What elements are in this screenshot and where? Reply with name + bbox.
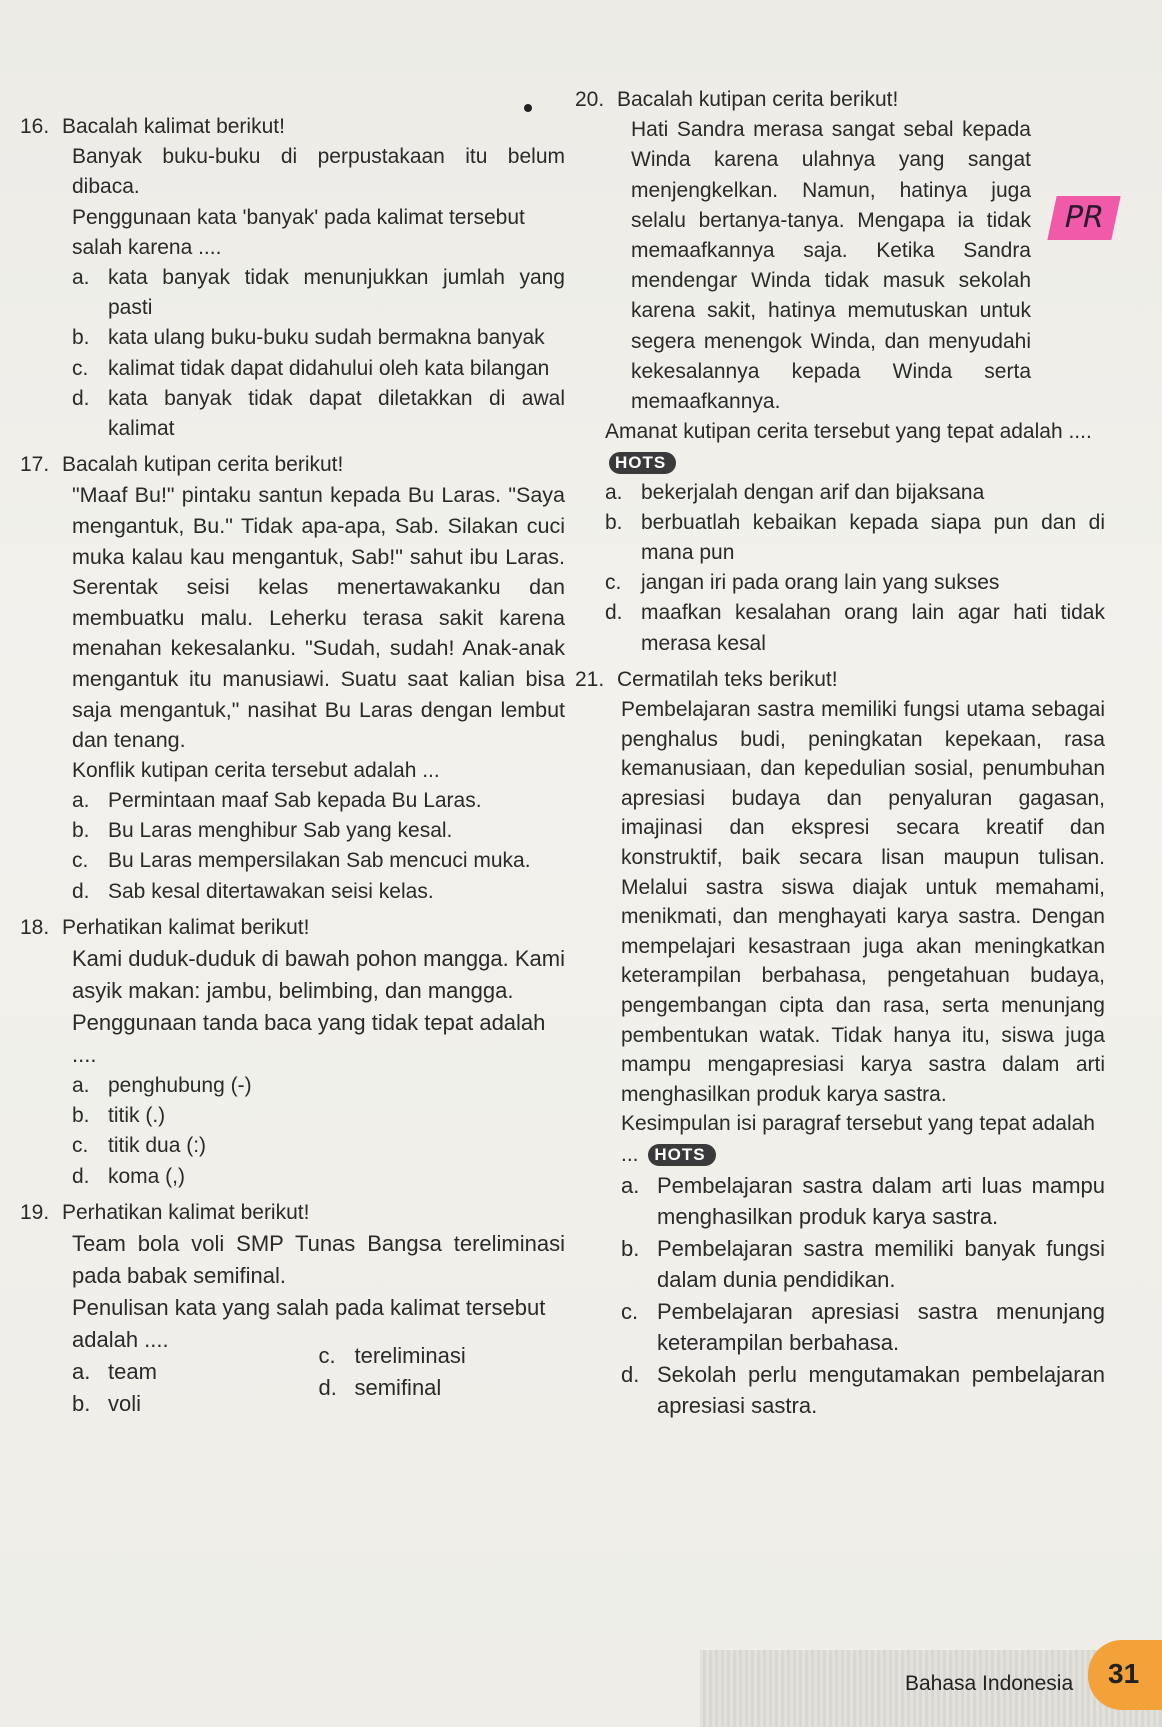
option-c[interactable]: c. kalimat tidak dapat didahului oleh kata bilangan (72, 356, 550, 380)
question-prompt: Bacalah kutipan cerita berikut! (62, 453, 344, 477)
option-a[interactable]: a. kata banyak tidak menunjukkan jumlah yang pasti (72, 266, 565, 320)
question-number: 16. (20, 115, 50, 138)
question-number: 19. (20, 1200, 50, 1224)
option-c[interactable]: c. jangan iri pada orang lain yang sukses (605, 571, 1000, 595)
option-a[interactable]: a. bekerjalah dengan arif dan bijaksana (605, 480, 985, 504)
question-quote: Kami duduk-duduk di bawah pohon mangga. Kami asyik makan: jambu, belimbing, dan mangga. (72, 946, 565, 1003)
question-21 (575, 665, 1105, 1422)
option-d[interactable]: d. Sekolah perlu mengutamakan pembelajaran apresiasi sastra. (621, 1361, 1105, 1419)
page-number: 31 (1108, 1658, 1140, 1689)
bullet-marker (524, 104, 532, 112)
question-number: 18. (20, 915, 50, 939)
option-c[interactable]: c. Pembelajaran apresiasi sastra menunjang keterampilan berbahasa. (621, 1298, 1105, 1356)
question-prompt: Bacalah kalimat berikut! (62, 115, 285, 138)
hots-badge: HOTS (648, 1144, 715, 1166)
question-19 (20, 1198, 565, 1420)
option-c[interactable]: c. Bu Laras mempersilakan Sab mencuci muka. (72, 849, 531, 873)
question-quote: Hati Sandra merasa sangat sebal kepada Winda karena ulahnya yang sangat menjengkelkan. Namun, hatinya juga selalu bertanya-tanya. Mengapa ia tidak memaafkannya saja. Ketika Sandra mendengar Winda tidak masuk sekolah karena sakit, hatinya memutuskan untuk segera menengok Winda, dan menyudahi kekesalannya kepada Winda serta memaafkannya. (631, 118, 1031, 414)
question-number: 17. (20, 453, 50, 477)
option-a[interactable]: a. penghubung (-) (72, 1074, 252, 1097)
option-d[interactable]: d. kata banyak tidak dapat diletakkan di awal kalimat (72, 386, 565, 441)
option-d[interactable]: d. koma (,) (72, 1164, 186, 1188)
question-text: Amanat kutipan cerita tersebut yang tepat adalah .... HOTS (605, 420, 1092, 472)
option-a[interactable]: a. Pembelajaran sastra dalam arti luas mampu menghasilkan produk karya sastra. (621, 1172, 1105, 1230)
option-d[interactable]: d. Sab kesal ditertawakan seisi kelas. (72, 879, 434, 903)
option-a[interactable]: a. Permintaan maaf Sab kepada Bu Laras. (72, 788, 482, 812)
option-b[interactable]: b. berbuatlah kebaikan kepada siapa pun dan di mana pun (605, 510, 1105, 565)
option-b[interactable]: b. Pembelajaran sastra memiliki banyak fungsi dalam dunia pendidikan. (621, 1235, 1105, 1293)
option-c[interactable]: c. tereliminasi (318, 1343, 466, 1369)
handwritten-pr-note: PR (1047, 196, 1120, 240)
option-a[interactable]: a. team (72, 1359, 157, 1385)
question-17 (20, 450, 565, 907)
question-text: Penggunaan kata 'banyak' pada kalimat tersebut salah karena .... (72, 205, 525, 259)
option-b[interactable]: b. voli (72, 1391, 142, 1417)
question-quote: "Maaf Bu!" pintaku santun kepada Bu Laras. "Saya mengantuk, Bu." Tidak apa-apa, Sab. Silakan cuci muka kalau kau mengantuk, Sab!" sahut ibu Laras. Serentak seisi kelas menertawakanku dan membuatku malu. Leherku terasa sakit karena menahan kekesalanku. "Sudah, sudah! Anak-anak mengantuk itu manusiawi. Suatu saat kalian bisa saja mengantuk," nasihat Bu Laras dengan lembut dan tenang. (72, 483, 565, 753)
option-b[interactable]: b. titik (.) (72, 1104, 166, 1128)
question-prompt: Cermatilah teks berikut! (617, 667, 838, 691)
question-quote: Pembelajaran sastra memiliki fungsi utama sebagai penghalus budi, peningkatan kepekaan, rasa kemanusiaan, dan kepedulian sosial, penumbuhan apresiasi budaya dan penyaluran gagasan, imajinasi dan ekspresi secara kreatif dan konstruktif, baik secara lisan maupun tulisan. Melalui sastra siswa diajak untuk memahami, menikmati, dan menghayati karya sastra. Dengan mempelajari kesastraan juga akan meningkatkan keterampilan berbahasa, pengetahuan budaya, pengembangan cipta dan rasa, serta menunjang pembentukan watak. Tidak hanya itu, siswa juga mampu mengapresiasi karya sastra dalam arti menghasilkan produk karya sastra. (621, 698, 1105, 1106)
question-20 (575, 85, 1105, 659)
option-b[interactable]: b. kata ulang buku-buku sudah bermakna banyak (72, 326, 545, 350)
hots-badge: HOTS (609, 452, 676, 474)
question-text: Konflik kutipan cerita tersebut adalah ... (72, 758, 440, 782)
question-number: 20. (575, 88, 605, 111)
question-18 (20, 913, 565, 1192)
question-prompt: Perhatikan kalimat berikut! (62, 915, 310, 939)
question-prompt: Perhatikan kalimat berikut! (62, 1200, 310, 1224)
subject-label: Bahasa Indonesia (905, 1672, 1074, 1695)
question-quote: Team bola voli SMP Tunas Bangsa tereliminasi pada babak semifinal. (72, 1231, 565, 1289)
option-d[interactable]: d. semifinal (318, 1375, 442, 1401)
question-text: Penggunaan tanda baca yang tidak tepat adalah .... (72, 1010, 546, 1067)
question-quote: Banyak buku-buku di perpustakaan itu belum dibaca. (72, 145, 565, 199)
option-c[interactable]: c. titik dua (:) (72, 1134, 207, 1158)
option-d[interactable]: d. maafkan kesalahan orang lain agar hati tidak merasa kesal (605, 601, 1105, 655)
question-prompt: Bacalah kutipan cerita berikut! (617, 88, 899, 111)
question-16 (20, 112, 565, 444)
question-number: 21. (575, 667, 605, 691)
left-column (20, 112, 565, 1420)
question-text: Penulisan kata yang salah pada kalimat tersebut adalah .... (72, 1295, 546, 1353)
right-column (575, 85, 1105, 1422)
option-b[interactable]: b. Bu Laras menghibur Sab yang kesal. (72, 819, 453, 843)
question-text: Kesimpulan isi paragraf tersebut yang tepat adalah ... HOTS (621, 1112, 1095, 1166)
